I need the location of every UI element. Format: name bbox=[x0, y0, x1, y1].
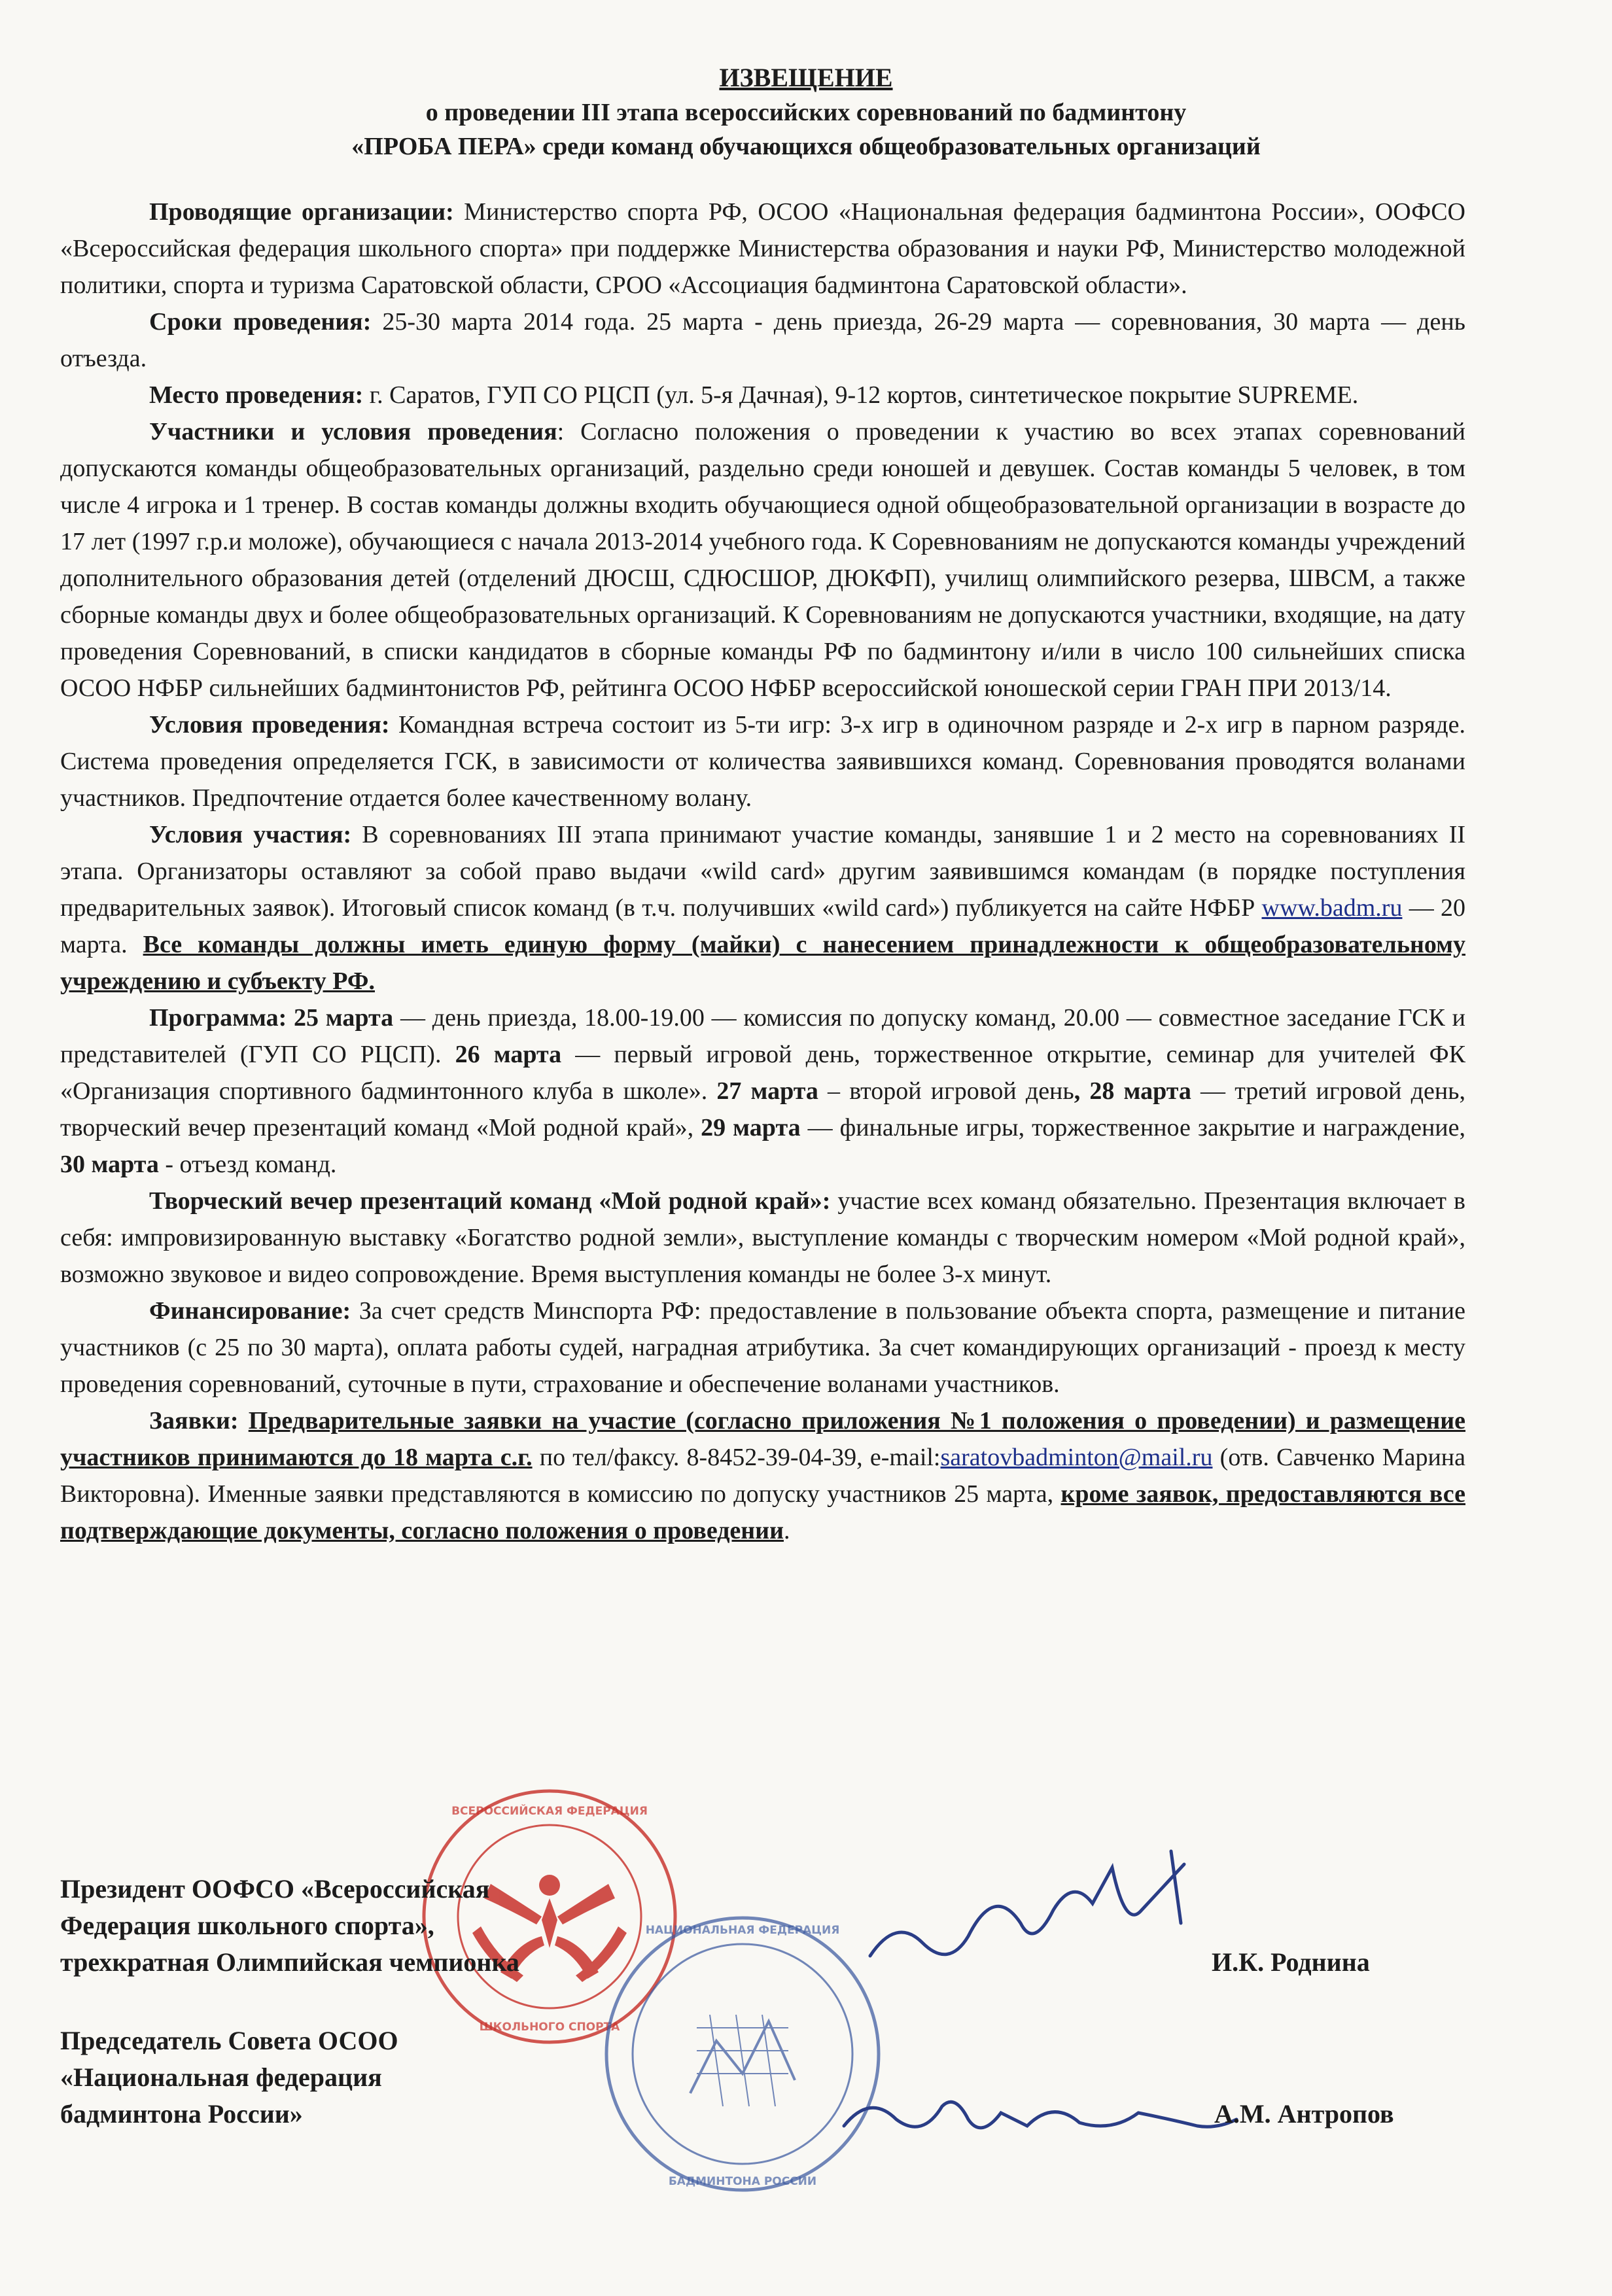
participation-label: Условия участия: bbox=[149, 821, 352, 848]
program-date-5: 29 марта bbox=[701, 1114, 801, 1141]
conditions-paragraph bbox=[60, 706, 1465, 816]
participation-emphasis: Все команды должны иметь единую форму (майки) с нанесением принадлежности к общеобразовательному учреждению и субъекту РФ. bbox=[60, 931, 1465, 995]
president-title-line-2: Федерация школьного спорта», bbox=[60, 1911, 434, 1940]
applications-text-2: (отв. Савченко Марина Викторовна). Именные заявки представляются в комиссию по допуску участников 25 марта, bbox=[60, 1444, 1466, 1508]
program-text-5: — финальные игры, торжественное закрытие и награждение, bbox=[800, 1114, 1466, 1141]
program-paragraph bbox=[60, 1000, 1465, 1183]
antropov-signature bbox=[831, 2054, 1250, 2152]
participation-paragraph bbox=[60, 816, 1465, 1000]
document-header bbox=[0, 60, 1612, 164]
svg-text:БАДМИНТОНА РОССИИ: БАДМИНТОНА РОССИИ bbox=[668, 2175, 817, 2188]
dates-paragraph bbox=[60, 304, 1465, 377]
program-text-1: — день приезда, 18.00-19.00 — комиссия по допуску команд, 20.00 — совместное заседание ГСК и представителей (ГУП СО РЦСП). bbox=[60, 1004, 1465, 1068]
document-body bbox=[60, 194, 1465, 1549]
participation-text-2: — 20 марта. bbox=[60, 894, 1466, 958]
president-signature-block bbox=[60, 1871, 519, 1981]
evening-paragraph bbox=[60, 1183, 1465, 1293]
participants-text: : Согласно положения о проведении к участию во всех этапах соревнований допускаются команды общеобразовательных организаций, раздельно среди юношей и девушек. Состав команды 5 человек, в том числе 4 игрока и 1 тренер. В состав команды должны входить обучающиеся одной общеобразовательной организации в возрасте до 17 лет (1997 г.р.и моложе), обучающиеся с начала 2013-2014 учебного года. К Соревнованиям не допускаются команды учреждений дополнительного образования детей (отделений ДЮСШ, СДЮСШОР, ДЮКФП), училищ олимпийского резерва, ШВСМ, а также сборные команды двух и более общеобразовательных организаций. К Соревнованиям не допускаются участники, входящие, на дату проведения Соревнований, в списки кандидатов в сборные команды РФ по бадминтону и/или в число 100 сильнейших списка ОСОО НФБР сильнейших бадминтонистов РФ, рейтинга ОСОО НФБР всероссийской юношеской серии ГРАН ПРИ 2013/14. bbox=[60, 418, 1465, 702]
conditions-text: Командная встреча состоит из 5-ти игр: 3-х игр в одиночном разряде и 2-х игр в парном разряде. Система проведения определяется ГСК, в зависимости от количества заявившихся команд. Соревнования проводятся воланами участников. Предпочтение отдается более качественному волану. bbox=[60, 711, 1465, 812]
president-name: И.К. Роднина bbox=[1212, 1947, 1370, 1977]
evening-text: участие всех команд обязательно. Презентация включает в себя: импровизированную выставку «Богатство родной земли», выступление команды с творческим номером «Мой родной край», возможно звуковое и видео сопровождение. Время выступления команды не более 3-х минут. bbox=[60, 1187, 1465, 1288]
organizers-paragraph bbox=[60, 194, 1465, 304]
chairman-title-line-1: Председатель Совета ОСОО bbox=[60, 2026, 398, 2055]
applications-label: Заявки: bbox=[149, 1407, 239, 1435]
program-text-2: — первый игровой день, торжественное открытие, семинар для учителей ФК «Организация спортивного бадминтонного клуба в школе». bbox=[60, 1041, 1465, 1105]
chairman-signature-block bbox=[60, 2023, 398, 2132]
program-date-6: 30 марта bbox=[60, 1151, 159, 1178]
participation-text: В соревнованиях III этапа принимают участие команды, занявшие 1 и 2 место на соревнованиях II этапа. Организаторы оставляют за собой право выдачи «wild card» другим заявившимся командам (в порядке поступления предварительных заявок). Итоговый список команд (в т.ч. получивших «wild card») публикуется на сайте НФБР bbox=[60, 821, 1465, 922]
applications-emphasis-2: кроме заявок, предоставляются все подтверждающие документы, согласно положения о проведении bbox=[60, 1480, 1465, 1544]
chairman-title-line-2: «Национальная федерация bbox=[60, 2062, 382, 2092]
organizers-text: Министерство спорта РФ, ОСОО «Национальная федерация бадминтона России», ООФСО «Всероссийская федерация школьного спорта» при поддержке Министерства образования и науки РФ, Министерство молодежной политики, спорта и туризма Саратовской области, СРОО «Ассоциация бадминтона Саратовской области». bbox=[60, 198, 1465, 299]
svg-text:ШКОЛЬНОГО СПОРТА: ШКОЛЬНОГО СПОРТА bbox=[479, 2021, 620, 2034]
president-title-line-1: Президент ООФСО «Всероссийская bbox=[60, 1874, 490, 1904]
badm-link[interactable]: www.badm.ru bbox=[1261, 894, 1403, 922]
financing-text: За счет средств Минспорта РФ: предоставление в пользование объекта спорта, размещение и питание участников (с 25 по 30 марта), оплата работы судей, наградная атрибутика. За счет командирующих организаций - проезд к месту проведения соревнований, суточные в пути, страхование и обеспечение воланами участников. bbox=[60, 1297, 1465, 1398]
organizers-label: Проводящие организации: bbox=[149, 198, 454, 226]
applications-text-3: . bbox=[783, 1517, 790, 1544]
chairman-title-line-3: бадминтона России» bbox=[60, 2099, 303, 2129]
president-title-line-3: трехкратная Олимпийская чемпионка bbox=[60, 1947, 519, 1977]
program-label: Программа: bbox=[149, 1004, 287, 1032]
svg-text:НАЦИОНАЛЬНАЯ ФЕДЕРАЦИЯ: НАЦИОНАЛЬНАЯ ФЕДЕРАЦИЯ bbox=[645, 1924, 840, 1937]
dates-label: Сроки проведения: bbox=[149, 308, 372, 336]
financing-paragraph bbox=[60, 1293, 1465, 1402]
document-title: ИЗВЕЩЕНИЕ bbox=[719, 63, 893, 92]
venue-text: г. Саратов, ГУП СО РЦСП (ул. 5-я Дачная), 9-12 кортов, синтетическое покрытие SUPREME. bbox=[363, 381, 1359, 409]
program-date-3: 27 марта bbox=[716, 1077, 818, 1105]
participants-label: Участники и условия проведения bbox=[149, 418, 557, 445]
email-link[interactable]: saratovbadminton@mail.ru bbox=[940, 1444, 1213, 1471]
chairman-name: А.М. Антропов bbox=[1214, 2099, 1394, 2129]
program-text-6: - отъезд команд. bbox=[158, 1151, 337, 1178]
venue-label: Место проведения: bbox=[149, 381, 364, 409]
evening-label: Творческий вечер презентаций команд «Мой родной край»: bbox=[149, 1187, 831, 1215]
participants-paragraph bbox=[60, 413, 1465, 706]
applications-emphasis-1: Предварительные заявки на участие (согласно приложения №1 положения о проведении) и размещение участников принимаются до 18 марта с.г. bbox=[60, 1407, 1466, 1471]
document-subtitle-2: «ПРОБА ПЕРА» среди команд обучающихся общеобразовательных организаций bbox=[351, 133, 1261, 160]
document-subtitle-1: о проведении III этапа всероссийских соревнований по бадминтону bbox=[425, 99, 1187, 126]
conditions-label: Условия проведения: bbox=[149, 711, 390, 739]
dates-text: 25-30 марта 2014 года. 25 марта - день приезда, 26-29 марта — соревнования, 30 марта — день отъезда. bbox=[60, 308, 1465, 372]
program-date-4: , 28 марта bbox=[1074, 1077, 1191, 1105]
svg-text:ВСЕРОССИЙСКАЯ ФЕДЕРАЦИЯ: ВСЕРОССИЙСКАЯ ФЕДЕРАЦИЯ bbox=[451, 1805, 648, 1818]
venue-paragraph bbox=[60, 377, 1465, 413]
program-date-2: 26 марта bbox=[455, 1041, 562, 1068]
rodnina-signature bbox=[844, 1838, 1210, 2008]
applications-paragraph bbox=[60, 1402, 1465, 1549]
program-text-4: — третий игровой день, творческий вечер презентаций команд «Мой родной край», bbox=[60, 1077, 1465, 1141]
financing-label: Финансирование: bbox=[149, 1297, 351, 1325]
program-text-3: – второй игровой день bbox=[818, 1077, 1074, 1105]
applications-text-1: по тел/факсу. 8-8452-39-04-39, e-mail: bbox=[532, 1444, 941, 1471]
program-date-1: 25 марта bbox=[287, 1004, 394, 1032]
